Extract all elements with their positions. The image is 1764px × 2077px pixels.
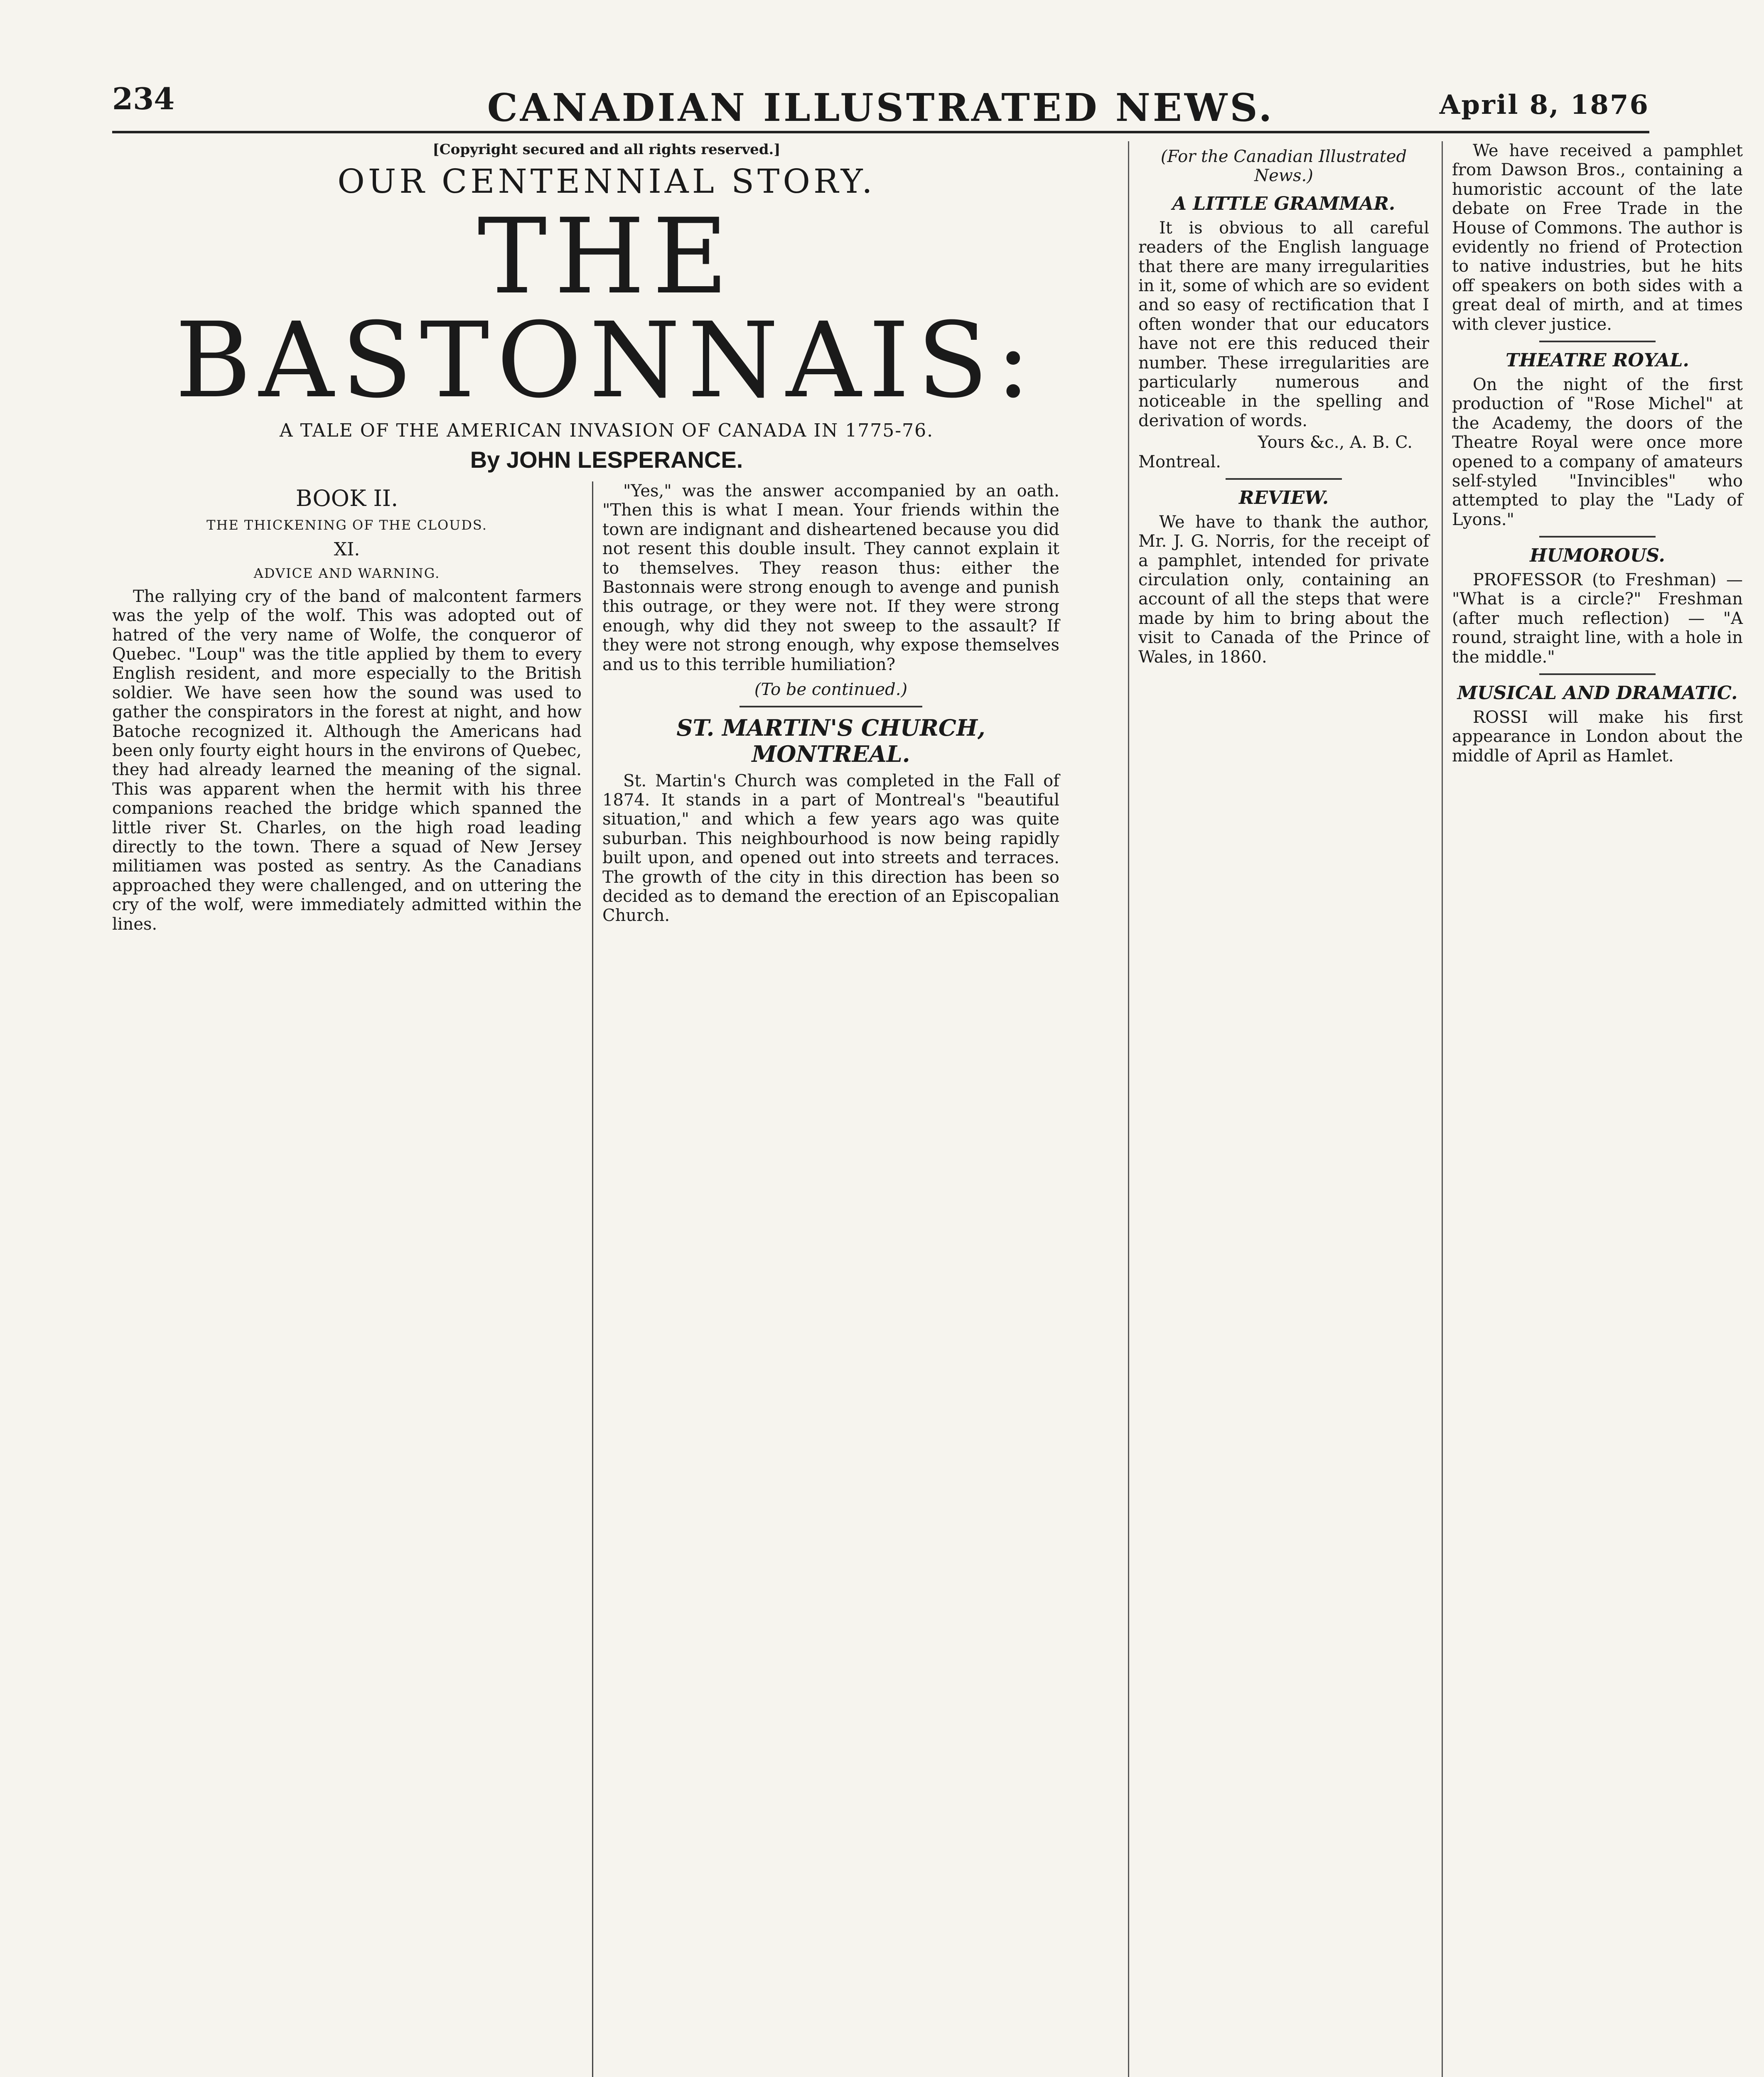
continued-note: (To be continued.) — [754, 680, 908, 699]
page-number: 234 — [112, 81, 175, 116]
chapter-number: XI. — [334, 538, 360, 560]
story-column-2 — [602, 481, 1059, 928]
theatre-paragraph: On the night of the first production of "Rose Michel" at the Academy, the doors of the Theatre Royal were once more opened to a company of amateurs self-styled "Invincibles" who attempted to play the "Lady of Lyons." — [1452, 375, 1743, 529]
st-martins-paragraph: St. Martin's Church was completed in the Fall of 1874. It stands in a part of Montreal's "beautiful situation," and which a few years ago was quite suburban. This neighbourhood is now being rapidly built upon, and opened out into streets and terraces. The growth of the city in this direction has been so decided as to demand the erection of an Episcopalian Church. — [602, 771, 1059, 926]
copyright-note: [Copyright secured and all rights reserved.] — [432, 141, 781, 158]
humorous-paragraph: PROFESSOR (to Freshman) — "What is a circle?" Freshman (after much reflection) — "A round, straight line, with a hole in the middle." — [1452, 570, 1743, 667]
story-paragraph: "Yes," was the answer accompanied by an oath. "Then this is what I mean. Your friends within the town are indignant and disheartened because you did not resent this double insult. They cannot explain it to themselves. They reason thus: either the Bastonnais were strong enough to avenge and punish this outrage, or they were not. If they were strong enough, why did they not sweep to the assault? If they were not strong enough, why expose themselves and us to this terrible humiliation? — [602, 481, 1059, 674]
book-heading: BOOK II. — [295, 485, 398, 511]
divider — [1539, 673, 1656, 675]
column-3 — [1138, 141, 1429, 669]
story-column-1 — [112, 481, 582, 936]
story-subtitle: A TALE OF THE AMERICAN INVASION OF CANADA IN 1775-76. — [279, 420, 934, 441]
grammar-heading: A LITTLE GRAMMAR. — [1172, 193, 1395, 214]
part-heading: THE THICKENING OF THE CLOUDS. — [206, 517, 487, 533]
musical-heading: MUSICAL AND DRAMATIC. — [1457, 683, 1738, 704]
grammar-signoff: Yours &c., A. B. C. — [1258, 433, 1413, 452]
theatre-heading: THEATRE ROYAL. — [1506, 349, 1689, 371]
column-4-intro: We have received a pamphlet from Dawson Bros., containing a humoristic account of the late debate on Free Trade in the House of Commons. The author is evidently no friend of Protection to native industries, but he hits off speakers on both sides with a great deal of mirth, and at times with clever justice. — [1452, 141, 1743, 334]
column-rule — [1128, 141, 1129, 2077]
masthead — [112, 73, 1649, 133]
divider — [1539, 341, 1656, 342]
divider — [1539, 536, 1656, 538]
column-rule — [1442, 141, 1443, 2077]
chapter-title: ADVICE AND WARNING. — [253, 565, 440, 581]
divider — [1226, 478, 1342, 480]
grammar-paragraph: It is obvious to all careful readers of the English language that there are many irregularities in it, some of which are so evident and so easy of rectification that I often wonder that our educators have not ere this reduced their number. These irregularities are particularly numerous and noticeable in the spelling and derivation of words. — [1138, 218, 1429, 430]
column-4 — [1452, 141, 1743, 768]
paper-name: CANADIAN ILLUSTRATED NEWS. — [487, 85, 1275, 130]
grammar-place: Montreal. — [1138, 452, 1221, 471]
humorous-heading: HUMOROUS. — [1530, 545, 1665, 567]
review-heading: REVIEW. — [1238, 487, 1329, 508]
story-byline: By JOHN LESPERANCE. — [470, 447, 743, 473]
series-title: OUR CENTENNIAL STORY. — [337, 162, 876, 201]
musical-paragraph: ROSSI will make his first appearance in London about the middle of April as Hamlet. — [1452, 708, 1743, 766]
story-paragraph: The rallying cry of the band of malcontent farmers was the yelp of the wolf. This was adopted out of hatred of the very name of Wolfe, the conqueror of Quebec. "Loup" was the title applied by them to every English resident, and more especially to the British soldier. We have seen how the sound was used to gather the conspirators in the forest at night, and how Batoche recognized it. Although the Americans had been only fourty eight hours in the environs of Quebec, they had already learned the meaning of the signal. This was apparent when the hermit with his three companions reached the bridge which spanned the little river St. Charles, on the high road leading directly to the town. There a squad of New Jersey militiamen was posted as sentry. As the Canadians approached they were challenged, and on uttering the cry of the wolf, were immediately admitted within the lines. — [112, 587, 582, 934]
st-martins-heading: ST. MARTIN'S CHURCH, MONTREAL. — [676, 714, 985, 767]
review-paragraph: We have to thank the author, Mr. J. G. Norris, for the receipt of a pamphlet, intended for private circulation only, containing an account of all the steps that were made by him to bring about the visit to Canada of the Prince of Wales, in 1860. — [1138, 512, 1429, 667]
story-title: THE BASTONNAIS: — [175, 196, 1038, 421]
issue-date: April 8, 1876 — [1439, 89, 1649, 120]
story-section — [112, 141, 1101, 934]
column-rule — [592, 481, 593, 2077]
divider — [740, 706, 922, 707]
grammar-credit: (For the Canadian Illustrated News.) — [1160, 147, 1407, 186]
